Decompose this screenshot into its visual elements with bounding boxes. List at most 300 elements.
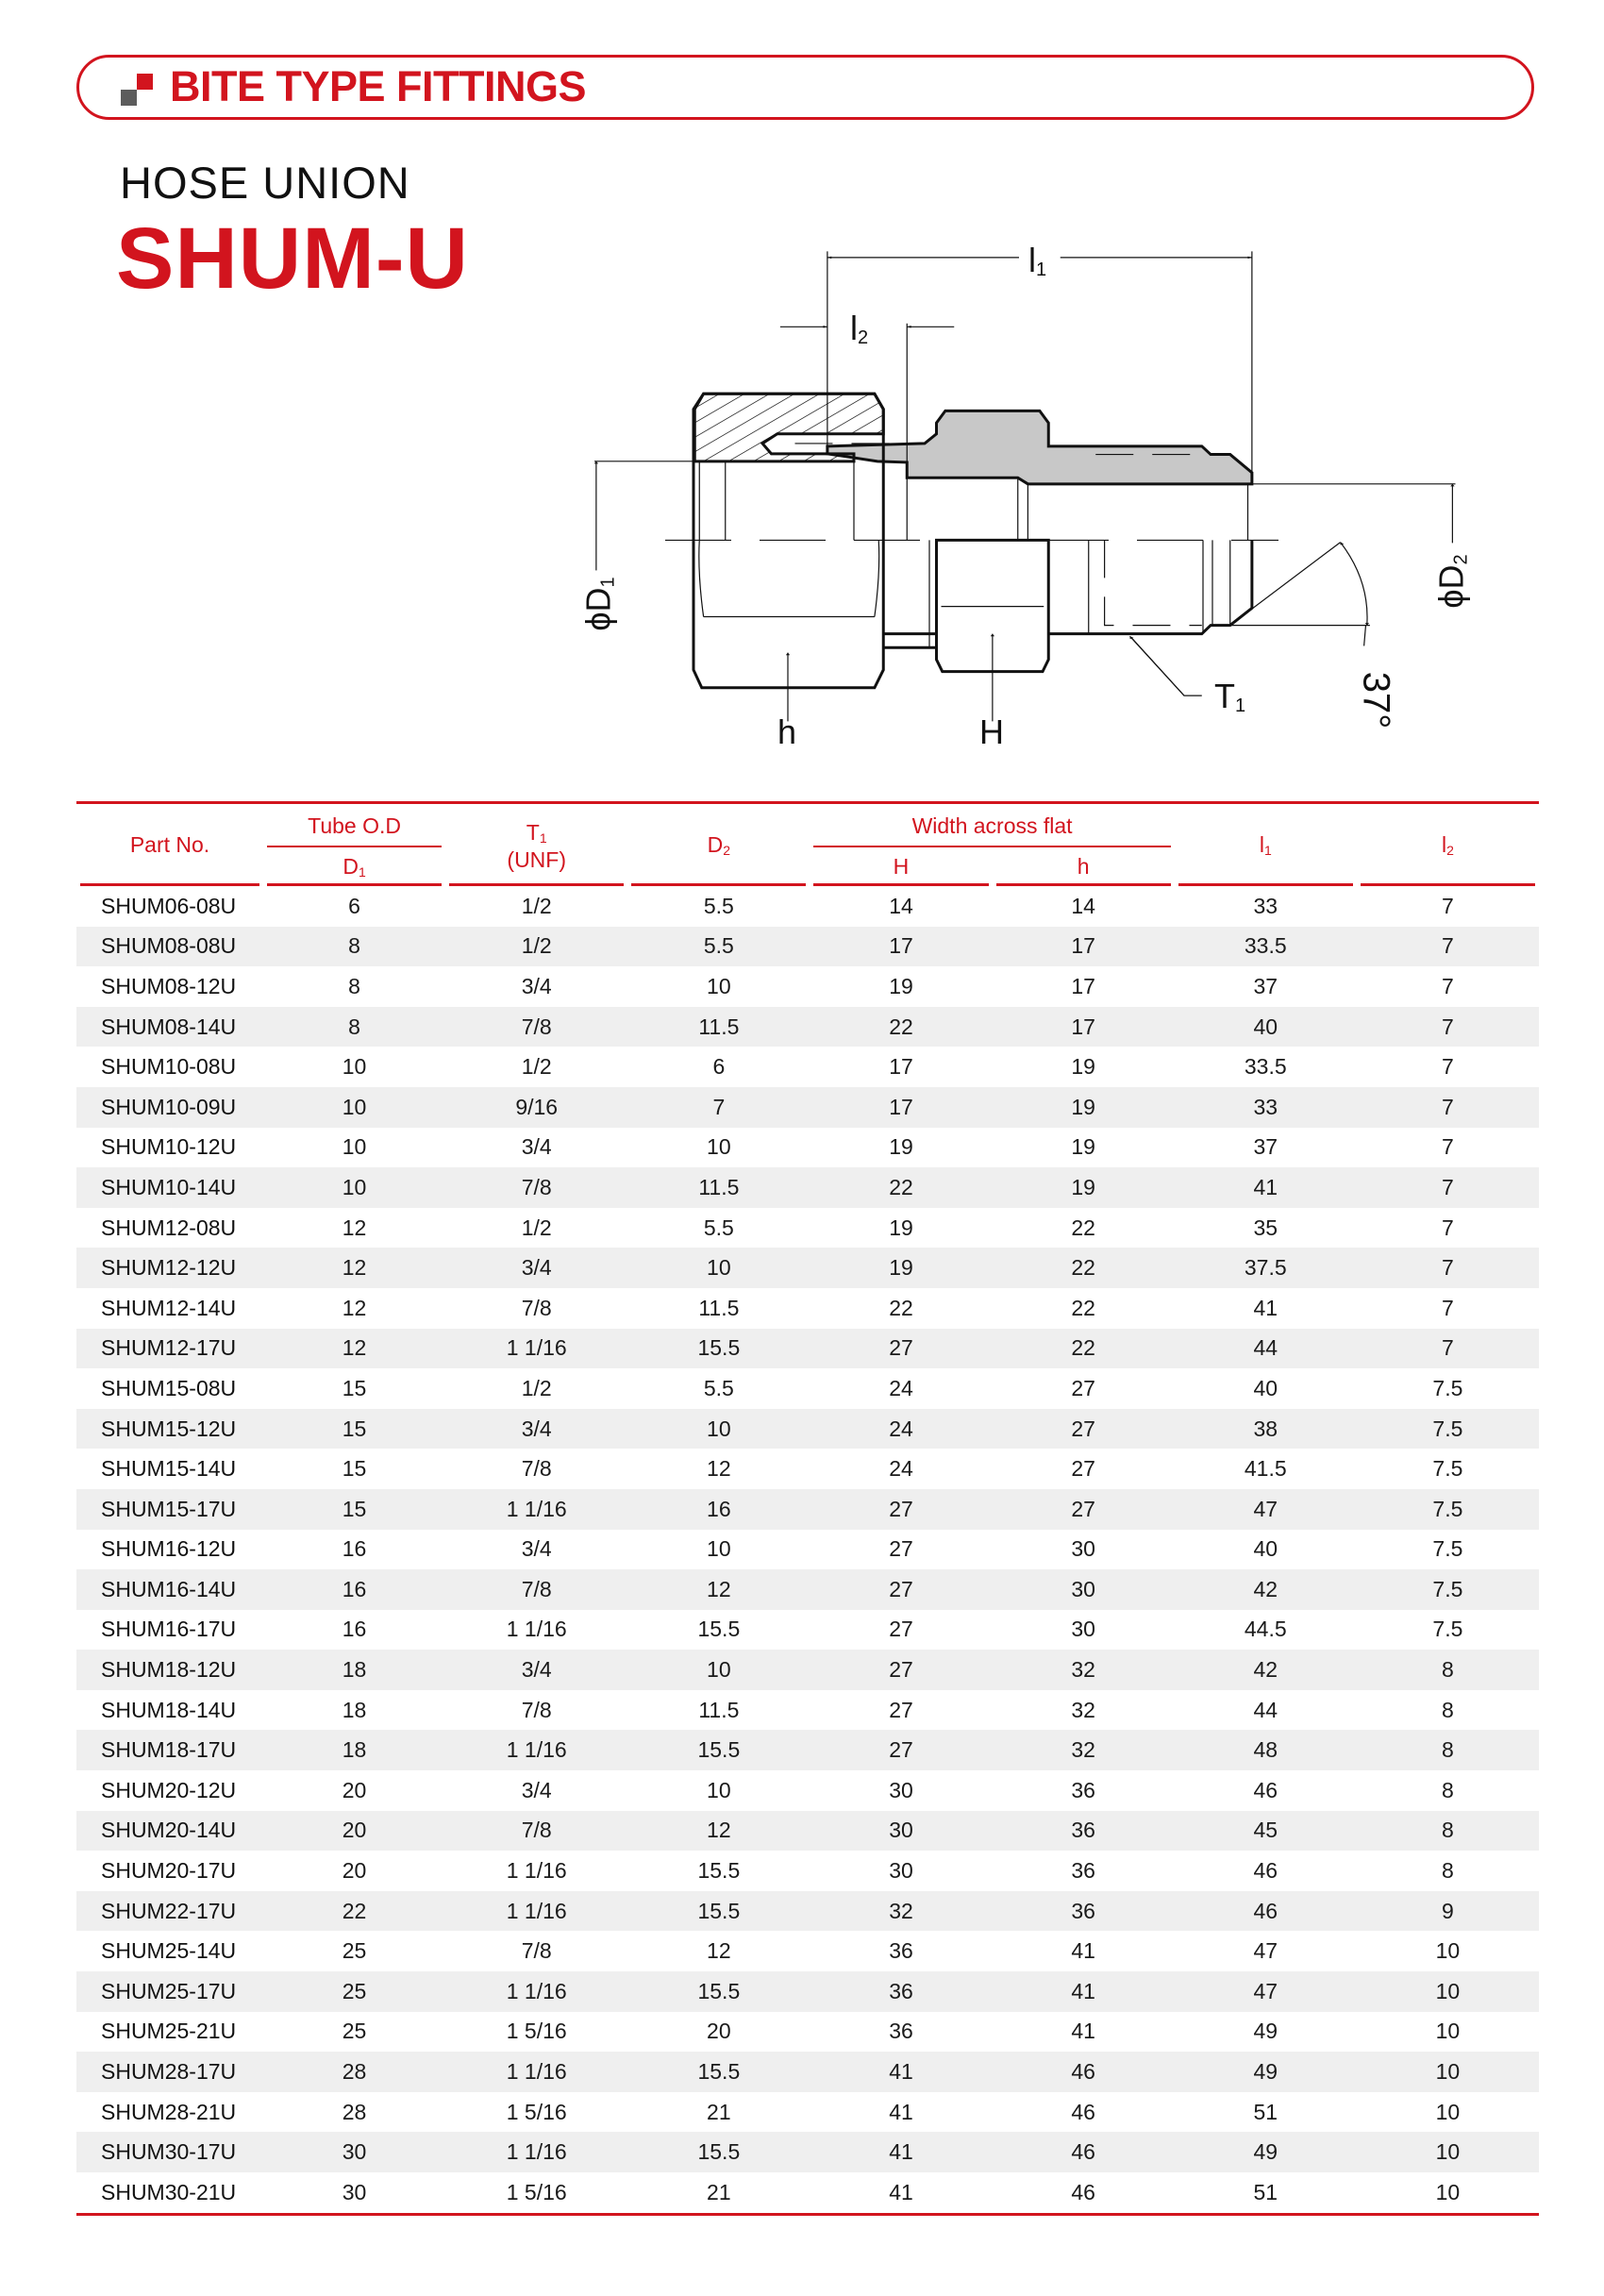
table-row <box>76 1047 1539 1087</box>
cell-thread-t1: 3/4 <box>521 1777 552 1802</box>
cell-width-h: 17 <box>993 927 1175 967</box>
cell-width-h: 27 <box>993 1489 1175 1530</box>
cell-thread-t1: 7/8 <box>445 1167 627 1208</box>
cell-l2: 8 <box>1442 1858 1454 1884</box>
cell-width-H: 27 <box>810 1489 992 1530</box>
cell-tube-od-d1: 20 <box>342 1777 367 1802</box>
cell-part-no: SHUM18-17U <box>76 1730 263 1770</box>
cell-l2: 7 <box>1357 1248 1539 1288</box>
table-row <box>76 1730 1539 1770</box>
cell-l1: 33.5 <box>1175 927 1357 967</box>
label-h-large: H <box>979 712 1004 751</box>
header-l2: $l_2$ <box>1357 803 1539 887</box>
cell-thread-t1: 1 1/16 <box>445 2132 627 2172</box>
cell-part-no: SHUM08-08U <box>76 927 263 967</box>
cell-width-H: 24 <box>889 1375 913 1400</box>
cell-part-no: SHUM16-12U <box>101 1536 237 1562</box>
cell-width-h: 27 <box>1071 1375 1095 1400</box>
table-row <box>76 2052 1539 2092</box>
header-l1: $l_1$ <box>1175 803 1357 887</box>
cell-thread-t1: 7/8 <box>521 1456 552 1482</box>
cell-d2: 12 <box>707 1456 731 1482</box>
cell-l1: 37 <box>1253 1134 1278 1160</box>
product-code: SHUM-U <box>116 210 469 307</box>
cell-tube-od-d1: 6 <box>348 893 360 918</box>
cell-tube-od-d1: 15 <box>342 1375 367 1400</box>
cell-l1: 51 <box>1253 2099 1278 2124</box>
cell-d2: 15.5 <box>697 1617 741 1642</box>
table-row <box>76 1128 1539 1168</box>
cell-tube-od-d1: 10 <box>263 1167 445 1208</box>
cell-l2: 7 <box>1442 1054 1454 1080</box>
cell-width-h: 41 <box>1071 2019 1095 2044</box>
cell-part-no: SHUM12-08U <box>101 1215 237 1240</box>
cell-part-no: SHUM08-14U <box>76 1007 263 1047</box>
table-row <box>76 1409 1539 1450</box>
cell-width-H: 19 <box>889 973 913 998</box>
cell-d2: 7 <box>627 1087 810 1128</box>
cell-l2: 7 <box>1357 927 1539 967</box>
cell-l1: 46 <box>1175 1891 1357 1932</box>
table-row <box>76 1650 1539 1690</box>
cell-thread-t1: 3/4 <box>521 1134 552 1160</box>
cell-width-h: 41 <box>993 1971 1175 2012</box>
cell-thread-t1: 7/8 <box>445 1007 627 1047</box>
cell-width-H: 30 <box>889 1777 913 1802</box>
cell-width-H: 41 <box>889 2099 913 2124</box>
cell-part-no: SHUM25-14U <box>101 1938 237 1964</box>
cell-part-no: SHUM10-14U <box>76 1167 263 1208</box>
table-row <box>76 1087 1539 1128</box>
cell-width-H: 17 <box>889 1054 913 1080</box>
header-h-large: H <box>810 847 992 886</box>
cell-width-h: 36 <box>993 1811 1175 1852</box>
cell-width-H: 27 <box>889 1697 913 1722</box>
cell-l2: 7 <box>1357 1007 1539 1047</box>
cell-d2: 15.5 <box>627 1971 810 2012</box>
cell-thread-t1: 1 5/16 <box>506 2099 567 2124</box>
cell-width-h: 30 <box>993 1569 1175 1610</box>
header-tube-od: Tube O.D <box>263 803 445 848</box>
cell-tube-od-d1: 8 <box>263 927 445 967</box>
cell-d2: 12 <box>707 1938 731 1964</box>
cell-l2: 10 <box>1357 2132 1539 2172</box>
cell-width-h: 32 <box>993 1730 1175 1770</box>
cell-l2: 8 <box>1357 1650 1539 1690</box>
cell-width-H: 36 <box>889 1938 913 1964</box>
cell-part-no: SHUM06-08U <box>101 893 237 918</box>
cell-part-no: SHUM22-17U <box>76 1891 263 1932</box>
cell-d2: 10 <box>707 1536 731 1562</box>
cell-width-h: 46 <box>993 2172 1175 2214</box>
cell-thread-t1: 1 1/16 <box>445 1730 627 1770</box>
table-row <box>76 1288 1539 1329</box>
cell-part-no: SHUM16-14U <box>76 1569 263 1610</box>
cell-part-no: SHUM20-14U <box>76 1811 263 1852</box>
table-row <box>76 1167 1539 1208</box>
table-row <box>76 1891 1539 1932</box>
cell-thread-t1: 1/2 <box>521 1215 552 1240</box>
cell-tube-od-d1: 12 <box>263 1329 445 1369</box>
cell-width-H: 27 <box>810 1730 992 1770</box>
label-t1: $T_1$ <box>1214 677 1246 716</box>
cell-width-h: 14 <box>1071 893 1095 918</box>
cell-part-no: SHUM25-17U <box>76 1971 263 2012</box>
cell-l2: 10 <box>1357 1971 1539 2012</box>
cell-l2: 7 <box>1442 1215 1454 1240</box>
cell-l1: 49 <box>1253 2019 1278 2044</box>
cell-width-h: 19 <box>1071 1054 1095 1080</box>
cell-width-H: 22 <box>889 1295 913 1320</box>
cell-tube-od-d1: 15 <box>342 1456 367 1482</box>
cell-width-h: 22 <box>1071 1295 1095 1320</box>
table-row <box>76 1851 1539 1891</box>
cell-d2: 10 <box>627 1409 810 1450</box>
cell-width-h: 22 <box>993 1329 1175 1369</box>
cell-width-H: 27 <box>889 1617 913 1642</box>
cell-part-no: SHUM15-17U <box>76 1489 263 1530</box>
cell-width-H: 27 <box>810 1650 992 1690</box>
cell-part-no: SHUM12-12U <box>76 1248 263 1288</box>
cell-part-no: SHUM18-14U <box>101 1697 237 1722</box>
table-row <box>76 886 1539 927</box>
cell-part-no: SHUM10-08U <box>101 1054 237 1080</box>
table-row <box>76 2012 1539 2053</box>
cell-l1: 47 <box>1175 1971 1357 2012</box>
cell-tube-od-d1: 25 <box>263 1971 445 2012</box>
cell-width-h: 36 <box>1071 1858 1095 1884</box>
cell-thread-t1: 3/4 <box>521 1536 552 1562</box>
cell-thread-t1: 1 1/16 <box>445 1489 627 1530</box>
cell-tube-od-d1: 16 <box>263 1569 445 1610</box>
cell-tube-od-d1: 18 <box>342 1697 367 1722</box>
cell-l2: 7.5 <box>1357 1569 1539 1610</box>
cell-width-H: 32 <box>810 1891 992 1932</box>
cell-width-h: 19 <box>993 1087 1175 1128</box>
product-subtitle: HOSE UNION <box>120 158 410 208</box>
table-row <box>76 1610 1539 1651</box>
cell-width-h: 32 <box>993 1650 1175 1690</box>
header-h-small: h <box>993 847 1175 886</box>
body-section <box>827 411 1252 483</box>
cell-thread-t1: 7/8 <box>521 1697 552 1722</box>
cell-part-no: SHUM20-17U <box>101 1858 237 1884</box>
cell-part-no: SHUM16-17U <box>101 1617 237 1642</box>
cell-width-H: 41 <box>810 2172 992 2214</box>
label-l1: $l_1$ <box>1028 241 1047 280</box>
cell-thread-t1: 1 5/16 <box>445 2172 627 2214</box>
cell-d2: 12 <box>627 1811 810 1852</box>
cell-width-h: 17 <box>993 1007 1175 1047</box>
cell-d2: 10 <box>627 1650 810 1690</box>
cell-width-h: 17 <box>1071 973 1095 998</box>
cell-thread-t1: 9/16 <box>445 1087 627 1128</box>
cell-width-h: 46 <box>993 2052 1175 2092</box>
cell-l1: 33 <box>1253 893 1278 918</box>
cell-thread-t1: 1 1/16 <box>506 1858 567 1884</box>
cell-d2: 11.5 <box>627 1167 810 1208</box>
cell-tube-od-d1: 20 <box>263 1811 445 1852</box>
cell-width-H: 22 <box>810 1007 992 1047</box>
cell-width-h: 41 <box>1071 1938 1095 1964</box>
cell-l1: 46 <box>1253 1858 1278 1884</box>
cell-width-h: 27 <box>1071 1456 1095 1482</box>
cell-d2: 21 <box>707 2099 731 2124</box>
cell-thread-t1: 3/4 <box>445 1248 627 1288</box>
cell-part-no: SHUM12-17U <box>76 1329 263 1369</box>
label-d1: $\phi D_1$ <box>578 577 619 631</box>
cell-part-no: SHUM15-12U <box>76 1409 263 1450</box>
cell-part-no: SHUM30-21U <box>76 2172 263 2214</box>
cell-d2: 5.5 <box>703 1375 734 1400</box>
cell-width-H: 27 <box>889 1536 913 1562</box>
cell-thread-t1: 1 1/16 <box>445 1891 627 1932</box>
table-row <box>76 2172 1539 2214</box>
table-row <box>76 927 1539 967</box>
cell-part-no: SHUM08-12U <box>101 973 237 998</box>
cell-width-h: 36 <box>993 1891 1175 1932</box>
cell-l2: 7 <box>1357 1329 1539 1369</box>
cell-part-no: SHUM20-12U <box>101 1777 237 1802</box>
cell-tube-od-d1: 12 <box>342 1295 367 1320</box>
cell-part-no: SHUM10-12U <box>101 1134 237 1160</box>
cell-part-no: SHUM18-12U <box>76 1650 263 1690</box>
cell-thread-t1: 1/2 <box>521 893 552 918</box>
cell-thread-t1: 1 1/16 <box>506 1617 567 1642</box>
header-d1: $D_1$ <box>263 847 445 886</box>
cell-width-h: 36 <box>1071 1777 1095 1802</box>
table-row <box>76 1931 1539 1971</box>
header-t1: $T_1$ <box>445 803 627 848</box>
cell-part-no: SHUM25-21U <box>101 2019 237 2044</box>
cell-width-H: 36 <box>889 2019 913 2044</box>
cell-l1: 42 <box>1175 1650 1357 1690</box>
cell-l1: 47 <box>1253 1938 1278 1964</box>
cell-d2: 15.5 <box>697 1858 741 1884</box>
cell-l2: 7.5 <box>1432 1375 1463 1400</box>
label-angle: 37° <box>1355 671 1397 729</box>
cell-l1: 51 <box>1175 2172 1357 2214</box>
cell-width-H: 36 <box>810 1971 992 2012</box>
fitting-cross-section <box>547 217 1472 755</box>
cell-tube-od-d1: 16 <box>342 1536 367 1562</box>
cell-tube-od-d1: 12 <box>263 1248 445 1288</box>
cell-tube-od-d1: 8 <box>263 1007 445 1047</box>
cell-part-no: SHUM28-21U <box>101 2099 237 2124</box>
cell-l1: 44 <box>1175 1329 1357 1369</box>
dimensions-table <box>76 801 1539 2216</box>
header-t1-unit: (UNF) <box>445 847 627 886</box>
cell-l1: 49 <box>1175 2132 1357 2172</box>
cell-l2: 7 <box>1442 1134 1454 1160</box>
cell-l2: 10 <box>1435 2019 1461 2044</box>
cell-d2: 5.5 <box>627 927 810 967</box>
cell-d2: 6 <box>712 1054 726 1080</box>
table-row <box>76 1971 1539 2012</box>
table-row <box>76 1690 1539 1731</box>
label-d2: $\phi D_2$ <box>1431 554 1472 609</box>
cell-width-H: 27 <box>810 1329 992 1369</box>
cell-d2: 12 <box>627 1569 810 1610</box>
cell-l1: 48 <box>1175 1730 1357 1770</box>
cell-width-H: 27 <box>810 1569 992 1610</box>
table-row <box>76 1007 1539 1047</box>
cell-d2: 15.5 <box>627 2132 810 2172</box>
label-h-small: h <box>777 712 797 751</box>
cell-d2: 5.5 <box>703 1215 734 1240</box>
cell-l1: 41 <box>1175 1167 1357 1208</box>
cell-d2: 11.5 <box>627 1007 810 1047</box>
cell-width-h: 32 <box>1071 1697 1095 1722</box>
cell-width-H: 30 <box>889 1858 913 1884</box>
cell-thread-t1: 1/2 <box>521 1054 552 1080</box>
cell-l2: 7.5 <box>1432 1456 1463 1482</box>
table-row <box>76 1530 1539 1570</box>
cell-width-h: 46 <box>1071 2099 1095 2124</box>
cell-l2: 10 <box>1357 2052 1539 2092</box>
table-row <box>76 1248 1539 1288</box>
cell-d2: 15.5 <box>627 1730 810 1770</box>
section-title: BITE TYPE FITTINGS <box>170 62 587 110</box>
cell-width-H: 19 <box>889 1134 913 1160</box>
cell-d2: 15.5 <box>627 1891 810 1932</box>
table-row <box>76 1489 1539 1530</box>
cell-part-no: SHUM10-09U <box>76 1087 263 1128</box>
cell-d2: 15.5 <box>627 1329 810 1369</box>
cell-l1: 38 <box>1175 1409 1357 1450</box>
cell-l2: 7 <box>1442 1295 1454 1320</box>
table-row <box>76 2092 1539 2133</box>
cell-l2: 7.5 <box>1357 1489 1539 1530</box>
cell-tube-od-d1: 22 <box>263 1891 445 1932</box>
cell-part-no: SHUM28-17U <box>76 2052 263 2092</box>
cell-l1: 40 <box>1253 1536 1278 1562</box>
cell-tube-od-d1: 10 <box>342 1134 367 1160</box>
label-l2: $l_2$ <box>850 309 869 348</box>
cell-tube-od-d1: 18 <box>263 1730 445 1770</box>
cell-l1: 44.5 <box>1244 1617 1287 1642</box>
cell-tube-od-d1: 20 <box>342 1858 367 1884</box>
cell-thread-t1: 3/4 <box>445 1650 627 1690</box>
cell-width-H: 24 <box>889 1456 913 1482</box>
cell-l1: 45 <box>1175 1811 1357 1852</box>
dimensions-table-container <box>76 801 1539 2216</box>
cell-thread-t1: 7/8 <box>445 1569 627 1610</box>
cell-tube-od-d1: 10 <box>342 1054 367 1080</box>
cell-l2: 7 <box>1357 1167 1539 1208</box>
cell-thread-t1: 7/8 <box>521 1295 552 1320</box>
cell-width-H: 24 <box>810 1409 992 1450</box>
cell-thread-t1: 1 1/16 <box>445 1329 627 1369</box>
cell-l2: 7.5 <box>1432 1536 1463 1562</box>
table-row <box>76 1449 1539 1489</box>
cell-l1: 46 <box>1253 1777 1278 1802</box>
cell-tube-od-d1: 30 <box>263 2172 445 2214</box>
table-row <box>76 1208 1539 1249</box>
cell-l2: 7.5 <box>1432 1617 1463 1642</box>
cell-d2: 10 <box>707 973 731 998</box>
cell-l1: 37.5 <box>1175 1248 1357 1288</box>
cell-l2: 8 <box>1357 1730 1539 1770</box>
cell-l1: 44 <box>1253 1697 1278 1722</box>
cell-part-no: SHUM15-08U <box>101 1375 237 1400</box>
cell-width-H: 17 <box>810 927 992 967</box>
cell-tube-od-d1: 25 <box>342 1938 367 1964</box>
cell-l2: 10 <box>1435 2099 1461 2124</box>
cell-tube-od-d1: 28 <box>263 2052 445 2092</box>
cell-d2: 16 <box>627 1489 810 1530</box>
cell-thread-t1: 3/4 <box>445 1409 627 1450</box>
cell-tube-od-d1: 25 <box>342 2019 367 2044</box>
cell-tube-od-d1: 15 <box>263 1409 445 1450</box>
header-width-across-flat: Width across flat <box>810 803 1174 848</box>
cell-width-H: 19 <box>889 1215 913 1240</box>
table-row <box>76 1368 1539 1409</box>
cell-width-h: 22 <box>1071 1215 1095 1240</box>
cell-width-H: 41 <box>810 2052 992 2092</box>
cell-l2: 10 <box>1435 1938 1461 1964</box>
cell-part-no: SHUM15-14U <box>101 1456 237 1482</box>
cell-l1: 40 <box>1253 1375 1278 1400</box>
table-row <box>76 2132 1539 2172</box>
cell-tube-od-d1: 8 <box>348 973 360 998</box>
cell-part-no: SHUM12-14U <box>101 1295 237 1320</box>
cell-d2: 10 <box>627 1248 810 1288</box>
cell-l1: 41.5 <box>1244 1456 1287 1482</box>
cell-d2: 10 <box>707 1134 731 1160</box>
cell-l2: 8 <box>1442 1777 1454 1802</box>
cell-thread-t1: 1/2 <box>521 1375 552 1400</box>
cell-l2: 7 <box>1442 893 1454 918</box>
cell-width-h: 27 <box>993 1409 1175 1450</box>
cell-l2: 9 <box>1357 1891 1539 1932</box>
cell-width-H: 17 <box>810 1087 992 1128</box>
brand-logo-icon <box>121 74 153 106</box>
cell-l2: 10 <box>1357 2172 1539 2214</box>
cell-width-H: 41 <box>810 2132 992 2172</box>
cell-tube-od-d1: 12 <box>342 1215 367 1240</box>
cell-width-H: 22 <box>810 1167 992 1208</box>
cell-d2: 10 <box>707 1777 731 1802</box>
table-body <box>76 886 1539 2214</box>
table-row <box>76 966 1539 1007</box>
cell-thread-t1: 1 1/16 <box>445 1971 627 2012</box>
cell-l2: 7.5 <box>1357 1409 1539 1450</box>
cell-tube-od-d1: 28 <box>342 2099 367 2124</box>
cell-thread-t1: 1/2 <box>445 927 627 967</box>
cell-l1: 33.5 <box>1244 1054 1287 1080</box>
cell-width-h: 46 <box>993 2132 1175 2172</box>
cell-l1: 33 <box>1175 1087 1357 1128</box>
cell-l2: 7 <box>1357 1087 1539 1128</box>
header-part-no: Part No. <box>76 803 263 887</box>
cell-tube-od-d1: 30 <box>263 2132 445 2172</box>
cell-thread-t1: 7/8 <box>521 1938 552 1964</box>
cell-l1: 40 <box>1175 1007 1357 1047</box>
cell-l1: 41 <box>1253 1295 1278 1320</box>
cell-d2: 11.5 <box>698 1697 740 1722</box>
table-row <box>76 1329 1539 1369</box>
table-row <box>76 1770 1539 1811</box>
cell-width-H: 14 <box>889 893 913 918</box>
header-d2: $D_2$ <box>627 803 810 887</box>
cell-tube-od-d1: 15 <box>263 1489 445 1530</box>
cell-l1: 47 <box>1175 1489 1357 1530</box>
cell-l2: 7 <box>1442 973 1454 998</box>
cell-thread-t1: 1 1/16 <box>445 2052 627 2092</box>
cell-width-H: 19 <box>810 1248 992 1288</box>
cell-width-h: 30 <box>1071 1536 1095 1562</box>
